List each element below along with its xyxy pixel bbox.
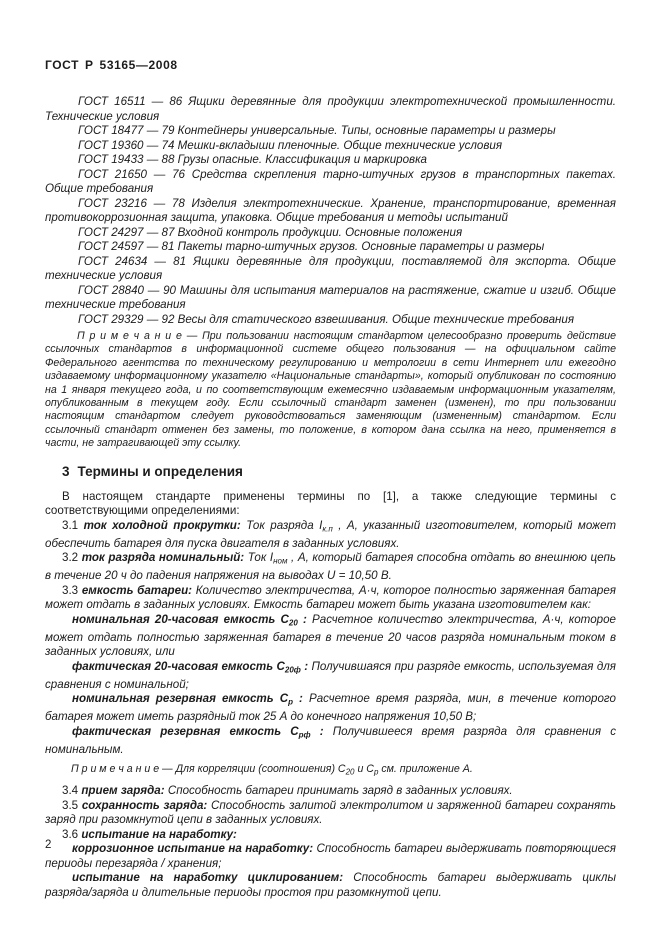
text-run: Способность батареи выдерживать циклы разряда/заряда и длительные периоды простоя при разомкнутой цепи. (45, 871, 616, 899)
text-run: Способность батареи принимать заряд в заданных условиях. (164, 784, 513, 798)
note-text: — При пользовании настоящим стандартом целесообразно проверить действие ссылочных стандартов в информационной системе общего пользования — на официальном сайте Федерального агентства по техническому регулированию и метрологии в сети Интернет или ежегодно издаваемому информационному указателю «Национальные стандарты», который опубликован по состоянию на 1 января текущего года, и по соответствующим ежемесячно издаваемым информационным указателям, опубликованным в текущем году. Если ссылочный стандарт заменен (изменен), то при пользовании настоящим стандартом следует руководствоваться заменяющим (измененным) стандартом. Если ссылочный стандарт отменен без замены, то положение, в котором дана ссылка на него, применяется в части, не затрагивающей эту ссылку. (45, 330, 617, 450)
section-intro: В настоящем стандарте применены термины по [1], а также следующие термины с соответствующими определениями: (45, 489, 616, 518)
sub-term-definition (45, 613, 616, 660)
section-number: 3 (62, 463, 70, 479)
text-run: 3.3 (62, 583, 82, 597)
text-run: коррозионное испытание на наработку: (72, 842, 314, 856)
reference-item: ГОСТ 18477 — 79 Контейнеры универсальные. Типы, основные параметры и размеры (78, 124, 556, 137)
text-run: : (292, 692, 309, 706)
text-run: испытание на наработку: (81, 827, 237, 841)
text-run: испытание на наработку циклированием: (72, 871, 344, 885)
reference-item: ГОСТ 24597 — 81 Пакеты тарно-штучных грузов. Основные параметры и размеры (78, 240, 545, 253)
term-definition (45, 799, 616, 828)
section-heading (62, 463, 616, 480)
text-run: прием заряда: (81, 784, 165, 798)
text-run: 20 (345, 767, 355, 777)
text-run: ток разряда номинальный: (81, 551, 245, 565)
text-run: ток холодной прокрутки: (83, 518, 241, 532)
term-definition (45, 584, 616, 613)
note-label: П р и м е ч а н и е (77, 330, 182, 342)
text-run: р (373, 767, 379, 777)
text-run: см. приложение А. (378, 763, 473, 776)
text-run: I (269, 551, 274, 565)
text-run: , А, указанный изготовителем, который может обеспечить батарея для пуска двигателя в заданных условиях. (45, 518, 616, 550)
reference-item: ГОСТ 24634 — 81 Ящики деревянные для продукции, поставляемой для экспорта. Общие технические условия (45, 254, 616, 282)
text-run: : (297, 612, 313, 626)
sub-term-definition (45, 725, 616, 758)
reference-item: ГОСТ 19433 — 88 Грузы опасные. Классификация и маркировка (78, 153, 428, 166)
term-definition (45, 519, 616, 552)
sub-term-definition (45, 660, 616, 693)
text-run: Количество электричества, А·ч, которое полностью заряженная батарея может отдать в заданных условиях. Емкость батареи может быть указана изготовителем как: (45, 583, 616, 612)
text-run: фактическая резервная емкость С (72, 724, 299, 738)
term-definition (45, 828, 616, 843)
references-note (45, 330, 616, 451)
references-list (45, 95, 616, 327)
text-run: : (300, 659, 312, 673)
text-run: емкость батареи: (81, 583, 193, 597)
text-run: ном (273, 556, 288, 566)
text-run: Получившееся время разряда для сравнения с номинальным. (45, 724, 616, 756)
text-run: 3.6 (62, 827, 82, 841)
term-definition (45, 551, 616, 584)
reference-item: ГОСТ 29329 — 92 Весы для статического взвешивания. Общие технические требования (78, 312, 575, 326)
terms-list (45, 519, 616, 900)
text-run: I (319, 518, 323, 532)
reference-item: ГОСТ 28840 — 90 Машины для испытания материалов на растяжение, сжатие и изгиб. Общие технические требования (45, 283, 616, 311)
text-run: фактическая 20-часовая емкость С (72, 659, 285, 673)
reference-item: ГОСТ 24297 — 87 Входной контроль продукции. Основные положения (78, 225, 463, 239)
text-run: Расчетное время разряда, мин, в течение которого батарея может иметь разрядный ток 25 А до конечного напряжения 10,50 В; (45, 692, 616, 724)
text-run: 3.4 (62, 784, 82, 798)
text-run: Получившаяся при разряде емкость, используемая для сравнения с номинальной; (45, 659, 616, 691)
reference-item: ГОСТ 23216 — 78 Изделия электротехнические. Хранение, транспортирование, временная противокоррозионная защита, упаковка. Общие требования и методы испытаний (45, 196, 616, 224)
text-run: 3.2 (62, 551, 82, 565)
text-run: 20 (288, 618, 298, 628)
text-run: Ток разряда (240, 518, 320, 532)
text-run: номинальная 20-часовая емкость С (72, 612, 289, 626)
terms-note (45, 763, 616, 779)
reference-item: ГОСТ 16511 — 86 Ящики деревянные для продукции электротехнической промышленности. Технические условия (45, 95, 616, 123)
sub-term-definition (45, 871, 616, 900)
text-run: 3.5 (62, 798, 82, 812)
text-run: , А, который батарея способна отдать во внешнюю цепь в течение 20 ч до падения напряжения на выводах U = 10,50 В. (45, 551, 616, 583)
section-title: Термины и определения (77, 463, 243, 479)
reference-item: ГОСТ 21650 — 76 Средства скрепления тарно-штучных грузов в транспортных пакетах. Общие требования (45, 167, 616, 195)
text-run: р (288, 697, 293, 707)
text-run: Ток (244, 551, 270, 565)
term-definition (45, 784, 616, 799)
text-run: Способность залитой электролитом и заряженной батареи сохранять заряд при разомкнутой цепи в заданных условиях. (45, 798, 616, 827)
sub-term-definition (45, 842, 616, 871)
text-run: номинальная резервная емкость С (72, 692, 289, 706)
text-run: к.п (322, 524, 333, 534)
text-run: Способность батареи выдерживать повторяющиеся периоды перезаряда / хранения; (45, 842, 616, 870)
sub-term-definition (45, 692, 616, 725)
text-run: сохранность заряда: (81, 798, 208, 812)
text-run: Расчетное количество электричества, А·ч, которое может отдать полностью заряженная батарея в течение 20 часов разряда номинальным током в заданных условиях, или (45, 612, 617, 659)
text-run: 3.1 (62, 518, 84, 532)
text-run: и С (354, 763, 374, 776)
page-number: 2 (45, 839, 52, 851)
document-header: ГОСТ Р 53165—2008 (45, 58, 178, 72)
text-run: рф (298, 730, 311, 740)
text-run: : (310, 724, 333, 738)
text-run: П р и м е ч а н и е — Для корреляции (соотношения) С (71, 763, 346, 776)
reference-item: ГОСТ 19360 — 74 Мешки-вкладыши пленочные. Общие технические условия (78, 138, 503, 152)
text-run: 20ф (284, 665, 301, 675)
